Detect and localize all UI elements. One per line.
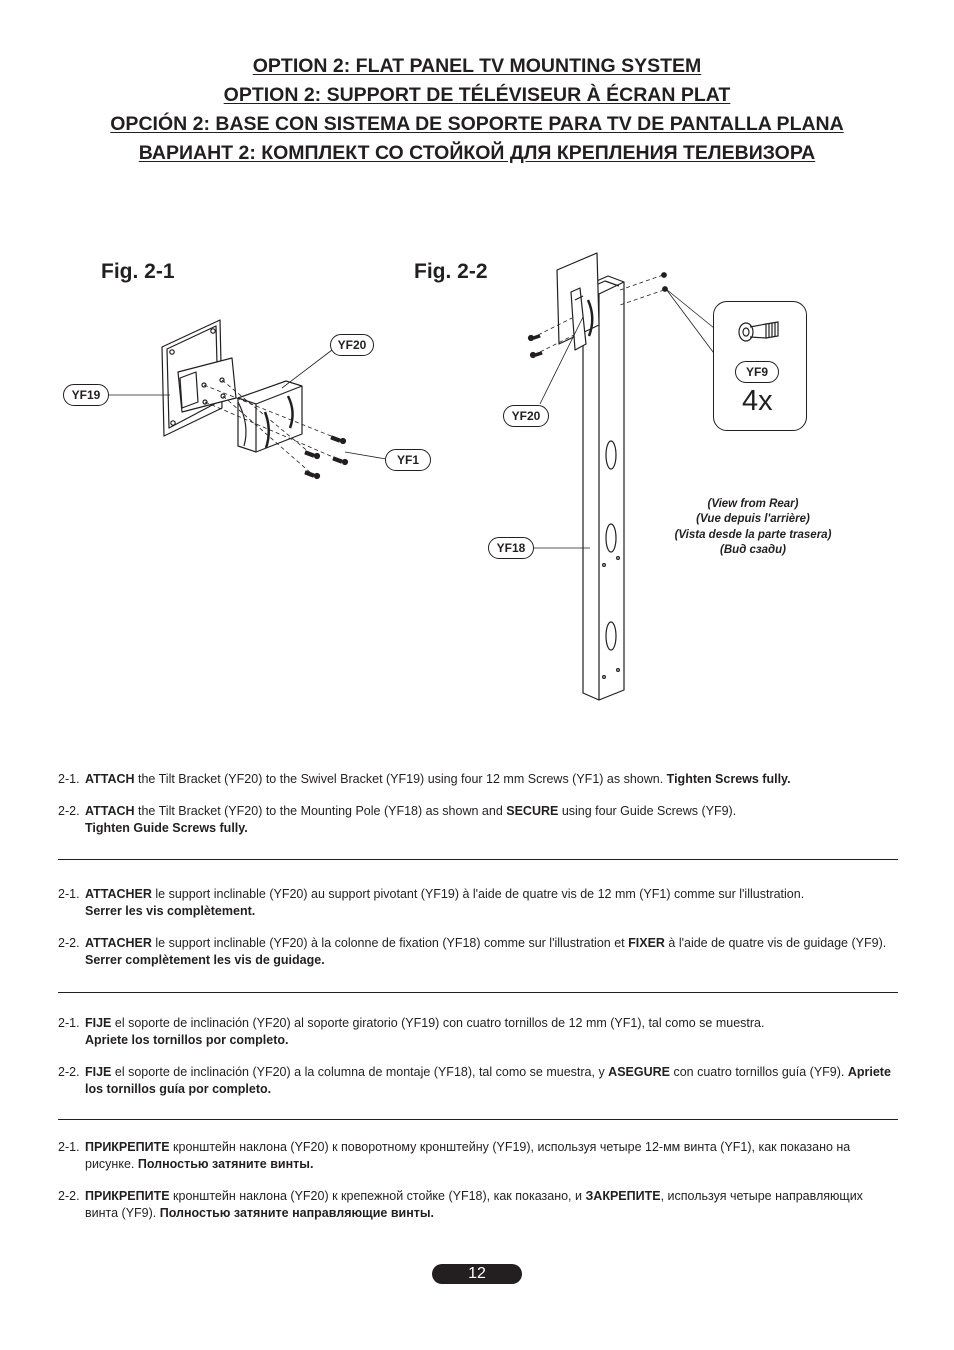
step-verb: ПРИКРЕПИТЕ: [85, 1140, 170, 1154]
step-text: кронштейн наклона (YF20) к поворотному кронштейну (YF19), используя четыре 12-мм винта (YF1), как показано на рисунке.: [85, 1140, 851, 1171]
step-number: 2-2.: [58, 1189, 80, 1203]
callout-yf9: YF9: [735, 361, 779, 383]
mounting-pole-drawing: [583, 276, 624, 700]
step-text-2: , используя четыре направляющих винта (YF9).: [85, 1189, 863, 1220]
page-number: 12: [432, 1264, 522, 1284]
step-verb: ATTACHER: [85, 887, 152, 901]
instructions-fr: [58, 886, 898, 984]
instructions-en: [58, 771, 898, 852]
step-en-1: [58, 771, 898, 788]
view-note-fr: (Vue depuis l'arrière): [696, 513, 810, 526]
quantity-label: 4x: [742, 385, 773, 417]
step-fr-2: [58, 935, 898, 969]
step-number: 2-2.: [58, 936, 80, 950]
step-text: le support inclinable (YF20) à la colonne de fixation (YF18) comme sur l'illustration et: [151, 936, 629, 950]
callout-yf19: YF19: [63, 384, 109, 406]
step-emphasis: Apriete los tornillos por completo.: [85, 1033, 289, 1047]
step-verb: FIJE: [85, 1065, 112, 1079]
tilt-bracket-drawing: [238, 381, 302, 452]
step-emphasis: Полностью затяните направляющие винты.: [159, 1206, 435, 1220]
fig-2-2-label: Fig. 2-2: [414, 260, 488, 283]
step-emphasis: Serrer les vis complètement.: [85, 904, 256, 918]
fig1-screws: [305, 436, 348, 479]
step-verb-2: ASEGURE: [608, 1065, 670, 1079]
step-ru-1: [58, 1139, 898, 1173]
step-verb-2: FIXER: [628, 936, 665, 950]
step-text: el soporte de inclinación (YF20) al soporte giratorio (YF19) con cuatro tornillos de 12 mm (YF1), tal como se muestra.: [111, 1016, 765, 1030]
step-verb: ATTACHER: [85, 936, 152, 950]
step-verb: ATTACH: [85, 772, 135, 786]
step-number: 2-1.: [58, 772, 80, 786]
step-verb-2: SECURE: [506, 804, 559, 818]
title-ru: ВАРИАНТ 2: КОМПЛЕКТ СО СТОЙКОЙ ДЛЯ КРЕПЛЕНИЯ ТЕЛЕВИЗОРА: [138, 142, 816, 164]
step-text: el soporte de inclinación (YF20) a la columna de montaje (YF18), tal como se muestra, y: [111, 1065, 609, 1079]
step-number: 2-1.: [58, 1140, 80, 1154]
callout-yf20-fig2: YF20: [503, 405, 549, 427]
view-note-ru: (Вид сзади): [720, 543, 786, 556]
step-verb-2: ЗАКРЕПИТЕ: [585, 1189, 661, 1203]
step-emphasis: Полностью затяните винты.: [137, 1157, 314, 1171]
step-emphasis: Tighten Screws fully.: [666, 772, 791, 786]
step-emphasis: Apriete los tornillos guía por completo.: [85, 1065, 891, 1096]
swivel-bracket-drawing: [162, 320, 236, 436]
step-number: 2-2.: [58, 804, 80, 818]
step-emphasis: Serrer complètement les vis de guidage.: [85, 953, 325, 967]
step-number: 2-1.: [58, 887, 80, 901]
callout-yf18: YF18: [488, 537, 534, 559]
step-es-1: [58, 1015, 898, 1049]
step-es-2: [58, 1064, 898, 1098]
step-emphasis: Tighten Guide Screws fully.: [85, 821, 248, 835]
divider: [58, 992, 898, 993]
step-verb: FIJE: [85, 1016, 112, 1030]
instructions-ru: [58, 1139, 898, 1237]
step-text: le support inclinable (YF20) au support pivotant (YF19) à l'aide de quatre vis de 12 mm (YF1) comme sur l'illustration.: [151, 887, 805, 901]
view-note-en: (View from Rear): [707, 498, 799, 510]
step-text: the Tilt Bracket (YF20) to the Mounting Pole (YF18) as shown and: [134, 804, 507, 818]
callout-yf1: YF1: [385, 449, 431, 471]
callout-yf20-fig1: YF20: [330, 334, 374, 356]
divider: [58, 859, 898, 860]
step-en-2: [58, 803, 898, 837]
step-number: 2-2.: [58, 1065, 80, 1079]
fig-2-1-label: Fig. 2-1: [101, 260, 175, 283]
divider: [58, 1119, 898, 1120]
step-number: 2-1.: [58, 1016, 80, 1030]
instructions-es: [58, 1015, 898, 1113]
step-text-2: con cuatro tornillos guía (YF9).: [670, 1065, 848, 1079]
step-ru-2: [58, 1188, 898, 1222]
view-note-es: (Vista desde la parte trasera): [674, 528, 832, 541]
view-note: [652, 497, 854, 558]
step-text-2: using four Guide Screws (YF9).: [558, 804, 737, 818]
step-text-2: à l'aide de quatre vis de guidage (YF9).: [664, 936, 887, 950]
step-text: the Tilt Bracket (YF20) to the Swivel Bracket (YF19) using four 12 mm Screws (YF1) as shown.: [134, 772, 667, 786]
title-fr: OPTION 2: SUPPORT DE TÉLÉVISEUR À ÉCRAN PLAT: [223, 84, 731, 106]
step-text: кронштейн наклона (YF20) к крепежной стойке (YF18), как показано, и: [169, 1189, 586, 1203]
guide-screw-icon: [714, 302, 806, 362]
step-fr-1: [58, 886, 898, 920]
title-en: OPTION 2: FLAT PANEL TV MOUNTING SYSTEM: [252, 55, 702, 77]
step-verb: ПРИКРЕПИТЕ: [85, 1189, 170, 1203]
title-es: OPCIÓN 2: BASE CON SISTEMA DE SOPORTE PARA TV DE PANTALLA PLANA: [110, 113, 844, 135]
step-verb: ATTACH: [85, 804, 135, 818]
